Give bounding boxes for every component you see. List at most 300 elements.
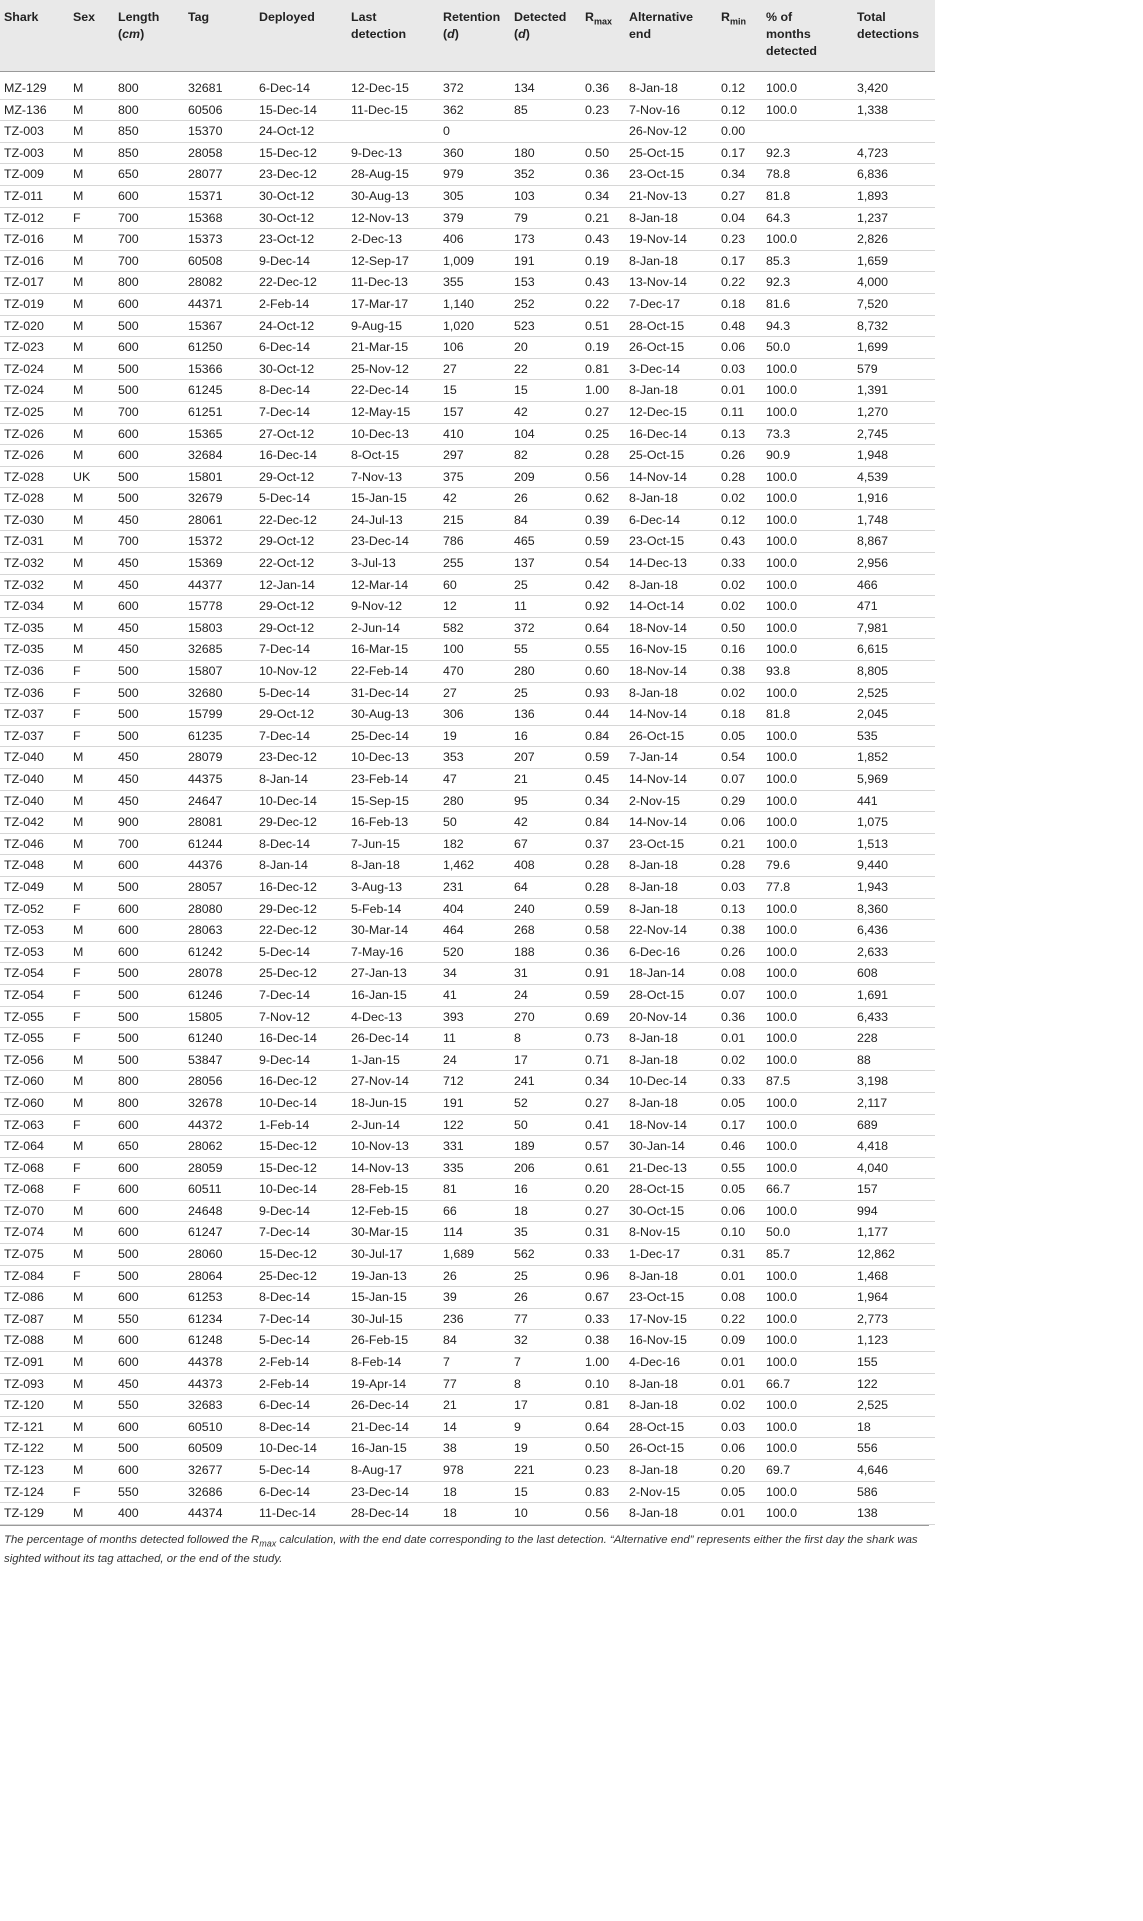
cell-tag: 28077 [184, 164, 255, 186]
cell-shark: TZ-034 [0, 596, 69, 618]
cell-retention: 1,009 [439, 250, 510, 272]
cell-tag: 44371 [184, 293, 255, 315]
table-row [0, 1222, 935, 1244]
cell-shark: TZ-129 [0, 1503, 69, 1525]
cell-rmax: 0.33 [581, 1308, 625, 1330]
cell-retention: 12 [439, 596, 510, 618]
cell-shark: TZ-035 [0, 639, 69, 661]
cell-shark: TZ-074 [0, 1222, 69, 1244]
table-row [0, 984, 935, 1006]
cell-length: 450 [114, 1373, 184, 1395]
cell-sex: M [69, 78, 114, 99]
col-header-shark: Shark [0, 0, 69, 72]
cell-rmin: 0.28 [717, 466, 762, 488]
table-row [0, 1006, 935, 1028]
cell-deployed: 8-Dec-14 [255, 380, 347, 402]
cell-pct-months: 100.0 [762, 1503, 853, 1525]
cell-rmin: 0.11 [717, 401, 762, 423]
cell-shark: TZ-055 [0, 1006, 69, 1028]
cell-last-detection: 23-Dec-14 [347, 1481, 439, 1503]
cell-alternative-end: 26-Oct-15 [625, 337, 717, 359]
cell-pct-months: 85.7 [762, 1244, 853, 1266]
cell-tag: 32680 [184, 682, 255, 704]
cell-tag: 61247 [184, 1222, 255, 1244]
cell-rmin: 0.43 [717, 531, 762, 553]
table-row [0, 1287, 935, 1309]
cell-deployed: 8-Dec-14 [255, 833, 347, 855]
cell-deployed: 27-Oct-12 [255, 423, 347, 445]
cell-tag: 28062 [184, 1136, 255, 1158]
cell-retention: 231 [439, 876, 510, 898]
cell-detected: 9 [510, 1416, 581, 1438]
cell-alternative-end: 8-Jan-18 [625, 1460, 717, 1482]
cell-shark: TZ-031 [0, 531, 69, 553]
cell-alternative-end: 16-Nov-15 [625, 639, 717, 661]
cell-total-detections: 1,699 [853, 337, 935, 359]
cell-total-detections: 12,862 [853, 1244, 935, 1266]
cell-length: 700 [114, 833, 184, 855]
cell-retention: 297 [439, 445, 510, 467]
cell-shark: TZ-049 [0, 876, 69, 898]
cell-shark: TZ-055 [0, 1028, 69, 1050]
cell-total-detections: 2,826 [853, 229, 935, 251]
cell-total-detections: 1,391 [853, 380, 935, 402]
cell-retention: 47 [439, 769, 510, 791]
cell-alternative-end: 30-Jan-14 [625, 1136, 717, 1158]
table-row [0, 1503, 935, 1525]
cell-alternative-end: 7-Nov-16 [625, 99, 717, 121]
cell-total-detections: 1,338 [853, 99, 935, 121]
cell-length: 600 [114, 596, 184, 618]
cell-tag: 61248 [184, 1330, 255, 1352]
table-row [0, 704, 935, 726]
table-row [0, 855, 935, 877]
cell-length: 600 [114, 1287, 184, 1309]
cell-detected: 209 [510, 466, 581, 488]
table-row [0, 833, 935, 855]
cell-rmax: 0.59 [581, 984, 625, 1006]
cell-alternative-end: 21-Dec-13 [625, 1157, 717, 1179]
cell-rmin: 0.55 [717, 1157, 762, 1179]
cell-shark: TZ-068 [0, 1157, 69, 1179]
cell-shark: TZ-011 [0, 185, 69, 207]
cell-length: 450 [114, 617, 184, 639]
cell-deployed: 6-Dec-14 [255, 1395, 347, 1417]
table-row [0, 1136, 935, 1158]
cell-total-detections: 9,440 [853, 855, 935, 877]
cell-deployed: 15-Dec-12 [255, 1136, 347, 1158]
cell-total-detections: 1,075 [853, 812, 935, 834]
cell-rmin: 0.10 [717, 1222, 762, 1244]
cell-rmin: 0.06 [717, 1200, 762, 1222]
cell-shark: TZ-053 [0, 920, 69, 942]
cell-deployed: 5-Dec-14 [255, 682, 347, 704]
cell-sex: M [69, 1200, 114, 1222]
cell-length: 600 [114, 1460, 184, 1482]
cell-last-detection: 17-Mar-17 [347, 293, 439, 315]
cell-sex: M [69, 142, 114, 164]
cell-sex: M [69, 229, 114, 251]
cell-retention: 375 [439, 466, 510, 488]
cell-rmax: 1.00 [581, 1352, 625, 1374]
cell-detected: 136 [510, 704, 581, 726]
cell-deployed: 22-Oct-12 [255, 553, 347, 575]
cell-alternative-end: 14-Nov-14 [625, 812, 717, 834]
cell-rmin: 0.23 [717, 229, 762, 251]
table-row [0, 876, 935, 898]
cell-pct-months: 100.0 [762, 509, 853, 531]
cell-shark: TZ-035 [0, 617, 69, 639]
cell-detected: 77 [510, 1308, 581, 1330]
cell-pct-months: 100.0 [762, 1416, 853, 1438]
cell-last-detection: 4-Dec-13 [347, 1006, 439, 1028]
cell-retention: 520 [439, 941, 510, 963]
cell-tag: 61244 [184, 833, 255, 855]
table-row [0, 99, 935, 121]
cell-alternative-end: 3-Dec-14 [625, 358, 717, 380]
cell-alternative-end: 18-Jan-14 [625, 963, 717, 985]
cell-rmin: 0.00 [717, 121, 762, 143]
cell-deployed: 5-Dec-14 [255, 488, 347, 510]
cell-tag: 15807 [184, 661, 255, 683]
cell-rmax: 0.81 [581, 358, 625, 380]
cell-last-detection: 8-Feb-14 [347, 1352, 439, 1374]
cell-detected: 16 [510, 725, 581, 747]
cell-deployed: 8-Jan-14 [255, 769, 347, 791]
cell-alternative-end: 8-Jan-18 [625, 78, 717, 99]
cell-length: 700 [114, 207, 184, 229]
cell-sex: M [69, 164, 114, 186]
cell-tag: 44375 [184, 769, 255, 791]
table-row [0, 1028, 935, 1050]
cell-deployed: 5-Dec-14 [255, 941, 347, 963]
cell-retention: 331 [439, 1136, 510, 1158]
cell-shark: TZ-016 [0, 229, 69, 251]
cell-shark: TZ-048 [0, 855, 69, 877]
cell-retention: 372 [439, 78, 510, 99]
table-row [0, 1308, 935, 1330]
cell-retention: 379 [439, 207, 510, 229]
cell-rmin: 0.07 [717, 769, 762, 791]
cell-length: 500 [114, 1049, 184, 1071]
cell-pct-months: 100.0 [762, 553, 853, 575]
table-row [0, 1071, 935, 1093]
cell-last-detection: 30-Mar-15 [347, 1222, 439, 1244]
detected-unit: d [518, 27, 526, 41]
cell-tag: 60508 [184, 250, 255, 272]
cell-sex: F [69, 1265, 114, 1287]
cell-last-detection: 31-Dec-14 [347, 682, 439, 704]
cell-alternative-end: 2-Nov-15 [625, 790, 717, 812]
cell-total-detections: 2,745 [853, 423, 935, 445]
cell-rmin: 0.38 [717, 661, 762, 683]
col-header-sex: Sex [69, 0, 114, 72]
cell-rmax: 0.61 [581, 1157, 625, 1179]
cell-last-detection: 16-Jan-15 [347, 1438, 439, 1460]
cell-detected: 207 [510, 747, 581, 769]
cell-length: 450 [114, 769, 184, 791]
cell-total-detections: 994 [853, 1200, 935, 1222]
cell-tag: 44376 [184, 855, 255, 877]
cell-rmax: 0.43 [581, 229, 625, 251]
cell-rmin: 0.46 [717, 1136, 762, 1158]
cell-detected: 19 [510, 1438, 581, 1460]
cell-tag: 61235 [184, 725, 255, 747]
cell-sex: M [69, 1438, 114, 1460]
cell-sex: M [69, 315, 114, 337]
cell-rmax: 0.20 [581, 1179, 625, 1201]
cell-rmin: 0.12 [717, 509, 762, 531]
cell-alternative-end: 8-Jan-18 [625, 1265, 717, 1287]
cell-detected: 180 [510, 142, 581, 164]
cell-rmin: 0.22 [717, 272, 762, 294]
cell-rmin: 0.02 [717, 1395, 762, 1417]
cell-retention: 712 [439, 1071, 510, 1093]
cell-last-detection: 18-Jun-15 [347, 1092, 439, 1114]
cell-detected: 103 [510, 185, 581, 207]
cell-detected: 17 [510, 1395, 581, 1417]
cell-retention: 26 [439, 1265, 510, 1287]
cell-length: 800 [114, 272, 184, 294]
cell-length: 500 [114, 876, 184, 898]
cell-deployed: 7-Dec-14 [255, 984, 347, 1006]
col-header-last-detection: Last detection [347, 0, 439, 72]
table-row [0, 1200, 935, 1222]
table-row [0, 337, 935, 359]
cell-alternative-end: 23-Oct-15 [625, 1287, 717, 1309]
cell-deployed: 11-Dec-14 [255, 1503, 347, 1525]
cell-tag: 28079 [184, 747, 255, 769]
table-row [0, 293, 935, 315]
cell-deployed: 23-Dec-12 [255, 747, 347, 769]
cell-retention: 1,462 [439, 855, 510, 877]
cell-deployed: 7-Dec-14 [255, 401, 347, 423]
table-row [0, 639, 935, 661]
cell-pct-months: 100.0 [762, 229, 853, 251]
cell-last-detection: 23-Dec-14 [347, 531, 439, 553]
cell-last-detection: 7-Jun-15 [347, 833, 439, 855]
cell-sex: M [69, 941, 114, 963]
table-row [0, 445, 935, 467]
cell-sex: M [69, 876, 114, 898]
cell-retention: 360 [439, 142, 510, 164]
cell-tag: 32685 [184, 639, 255, 661]
cell-last-detection: 15-Jan-15 [347, 488, 439, 510]
cell-deployed: 16-Dec-12 [255, 1071, 347, 1093]
cell-pct-months: 100.0 [762, 1308, 853, 1330]
cell-rmax: 0.96 [581, 1265, 625, 1287]
cell-length: 550 [114, 1395, 184, 1417]
cell-pct-months: 73.3 [762, 423, 853, 445]
cell-pct-months: 100.0 [762, 574, 853, 596]
cell-alternative-end: 8-Jan-18 [625, 855, 717, 877]
cell-tag: 28080 [184, 898, 255, 920]
cell-sex: M [69, 531, 114, 553]
cell-tag: 28064 [184, 1265, 255, 1287]
cell-rmax: 0.56 [581, 1503, 625, 1525]
cell-last-detection: 30-Jul-17 [347, 1244, 439, 1266]
cell-rmin: 0.06 [717, 1438, 762, 1460]
cell-deployed: 23-Oct-12 [255, 229, 347, 251]
cell-tag: 32679 [184, 488, 255, 510]
cell-tag: 15805 [184, 1006, 255, 1028]
cell-alternative-end: 18-Nov-14 [625, 617, 717, 639]
cell-pct-months: 100.0 [762, 790, 853, 812]
cell-sex: M [69, 855, 114, 877]
cell-pct-months: 100.0 [762, 898, 853, 920]
cell-length: 600 [114, 941, 184, 963]
cell-sex: M [69, 401, 114, 423]
cell-total-detections: 1,964 [853, 1287, 935, 1309]
table-row [0, 725, 935, 747]
cell-detected: 11 [510, 596, 581, 618]
cell-shark: TZ-024 [0, 358, 69, 380]
table-row [0, 553, 935, 575]
table-row [0, 1460, 935, 1482]
cell-tag: 15367 [184, 315, 255, 337]
cell-detected: 270 [510, 1006, 581, 1028]
cell-deployed: 29-Oct-12 [255, 617, 347, 639]
cell-rmax: 0.81 [581, 1395, 625, 1417]
cell-sex: M [69, 833, 114, 855]
cell-rmin: 0.31 [717, 1244, 762, 1266]
cell-sex: M [69, 1049, 114, 1071]
cell-length: 600 [114, 445, 184, 467]
cell-detected: 268 [510, 920, 581, 942]
cell-alternative-end: 23-Oct-15 [625, 531, 717, 553]
cell-last-detection: 11-Dec-15 [347, 99, 439, 121]
cell-alternative-end: 26-Oct-15 [625, 1438, 717, 1460]
cell-last-detection: 26-Dec-14 [347, 1028, 439, 1050]
cell-rmin: 0.33 [717, 1071, 762, 1093]
cell-detected: 32 [510, 1330, 581, 1352]
cell-rmin: 0.17 [717, 1114, 762, 1136]
cell-rmin: 0.06 [717, 812, 762, 834]
cell-total-detections: 1,943 [853, 876, 935, 898]
cell-sex: M [69, 1222, 114, 1244]
cell-tag: 61245 [184, 380, 255, 402]
cell-rmax: 0.92 [581, 596, 625, 618]
cell-length: 550 [114, 1308, 184, 1330]
cell-rmax: 0.73 [581, 1028, 625, 1050]
table-row [0, 401, 935, 423]
cell-sex: M [69, 445, 114, 467]
cell-deployed: 10-Dec-14 [255, 790, 347, 812]
cell-total-detections: 18 [853, 1416, 935, 1438]
cell-tag: 60509 [184, 1438, 255, 1460]
cell-deployed: 2-Feb-14 [255, 1373, 347, 1395]
cell-pct-months: 100.0 [762, 812, 853, 834]
cell-pct-months: 100.0 [762, 596, 853, 618]
cell-deployed: 6-Dec-14 [255, 337, 347, 359]
cell-deployed: 29-Oct-12 [255, 531, 347, 553]
cell-tag: 28061 [184, 509, 255, 531]
cell-length: 450 [114, 509, 184, 531]
table-row [0, 1481, 935, 1503]
cell-last-detection: 30-Aug-13 [347, 185, 439, 207]
cell-detected: 352 [510, 164, 581, 186]
cell-detected: 188 [510, 941, 581, 963]
table-row [0, 1244, 935, 1266]
cell-deployed: 29-Oct-12 [255, 704, 347, 726]
cell-sex: M [69, 617, 114, 639]
cell-shark: TZ-124 [0, 1481, 69, 1503]
cell-rmax: 0.27 [581, 1200, 625, 1222]
cell-tag: 15371 [184, 185, 255, 207]
cell-last-detection: 2-Jun-14 [347, 617, 439, 639]
cell-sex: F [69, 898, 114, 920]
col-header-detected: Detected (d) [510, 0, 581, 72]
cell-sex: M [69, 1460, 114, 1482]
cell-alternative-end: 14-Oct-14 [625, 596, 717, 618]
cell-detected: 79 [510, 207, 581, 229]
cell-length: 500 [114, 1028, 184, 1050]
cell-retention: 39 [439, 1287, 510, 1309]
cell-total-detections: 441 [853, 790, 935, 812]
cell-alternative-end: 13-Nov-14 [625, 272, 717, 294]
cell-last-detection: 16-Mar-15 [347, 639, 439, 661]
table-row [0, 78, 935, 99]
cell-retention: 7 [439, 1352, 510, 1374]
cell-alternative-end: 23-Oct-15 [625, 833, 717, 855]
cell-retention: 60 [439, 574, 510, 596]
cell-last-detection: 12-Sep-17 [347, 250, 439, 272]
cell-deployed: 15-Dec-12 [255, 1157, 347, 1179]
cell-sex: M [69, 358, 114, 380]
cell-length: 600 [114, 1157, 184, 1179]
cell-detected: 191 [510, 250, 581, 272]
cell-alternative-end: 8-Jan-18 [625, 574, 717, 596]
cell-rmin: 0.01 [717, 1373, 762, 1395]
cell-length: 500 [114, 1265, 184, 1287]
cell-detected: 523 [510, 315, 581, 337]
cell-tag: 44378 [184, 1352, 255, 1374]
col-header-rmin: $R_{min}$ [717, 0, 762, 72]
cell-rmin: 0.05 [717, 1481, 762, 1503]
cell-last-detection: 30-Aug-13 [347, 704, 439, 726]
cell-deployed: 10-Dec-14 [255, 1179, 347, 1201]
cell-alternative-end: 8-Jan-18 [625, 682, 717, 704]
cell-rmax [581, 121, 625, 143]
cell-sex: M [69, 509, 114, 531]
cell-total-detections: 1,177 [853, 1222, 935, 1244]
cell-rmin: 0.01 [717, 380, 762, 402]
cell-deployed: 16-Dec-14 [255, 445, 347, 467]
cell-alternative-end: 4-Dec-16 [625, 1352, 717, 1374]
cell-tag: 28060 [184, 1244, 255, 1266]
cell-retention: 100 [439, 639, 510, 661]
cell-retention: 38 [439, 1438, 510, 1460]
cell-sex: M [69, 1395, 114, 1417]
cell-pct-months: 100.0 [762, 488, 853, 510]
cell-alternative-end: 14-Nov-14 [625, 466, 717, 488]
cell-sex: M [69, 337, 114, 359]
cell-retention: 410 [439, 423, 510, 445]
cell-length: 450 [114, 553, 184, 575]
cell-alternative-end: 8-Jan-18 [625, 1503, 717, 1525]
cell-shark: TZ-040 [0, 769, 69, 791]
cell-detected: 31 [510, 963, 581, 985]
cell-rmax: 0.28 [581, 445, 625, 467]
cell-detected: 104 [510, 423, 581, 445]
cell-deployed: 9-Dec-14 [255, 1200, 347, 1222]
cell-rmin: 0.16 [717, 639, 762, 661]
cell-rmin: 0.48 [717, 315, 762, 337]
cell-deployed: 12-Jan-14 [255, 574, 347, 596]
cell-sex: F [69, 1157, 114, 1179]
cell-sex: M [69, 769, 114, 791]
cell-rmax: 0.55 [581, 639, 625, 661]
